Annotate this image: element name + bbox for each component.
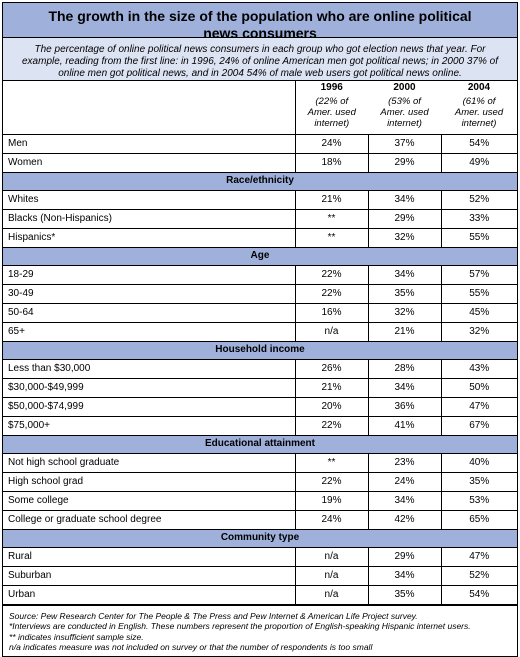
table-row [3, 510, 517, 529]
value-cell-1996: 22% [295, 416, 368, 435]
table-row [3, 209, 517, 228]
table-body [3, 81, 517, 604]
value-cell-1996: ** [295, 228, 368, 247]
value-cell-2000: 37% [368, 134, 441, 153]
table-intro: The percentage of online political news consumers in each group who got election news that year. For example, reading from the first line: in 1996, 24% of online American men got political news; in 2000 37% of online men got political news, and in 2004 54% of male web users got political news online. [3, 38, 517, 81]
row-label: $30,000-$49,999 [3, 378, 295, 397]
value-cell-1996: 19% [295, 491, 368, 510]
row-label: 18-29 [3, 265, 295, 284]
row-label: Rural [3, 547, 295, 566]
row-label: Men [3, 134, 295, 153]
value-cell-1996: n/a [295, 322, 368, 341]
row-label: Some college [3, 491, 295, 510]
table-row [3, 585, 517, 604]
column-header-row [3, 81, 517, 134]
value-cell-2000: 29% [368, 209, 441, 228]
table-row [3, 284, 517, 303]
data-table [3, 81, 517, 605]
section-header-row [3, 247, 517, 265]
row-label: 50-64 [3, 303, 295, 322]
value-cell-2004: 54% [441, 134, 517, 153]
value-cell-2000: 24% [368, 472, 441, 491]
value-cell-2004: 55% [441, 284, 517, 303]
table-footer [3, 605, 517, 656]
value-cell-1996: 21% [295, 190, 368, 209]
section-header: Age [3, 247, 517, 265]
value-cell-1996: ** [295, 209, 368, 228]
table-row [3, 472, 517, 491]
header-blank-cell [3, 81, 295, 134]
column-header-2004 [441, 81, 517, 134]
table-title: The growth in the size of the population who are online political news consumers [3, 3, 517, 38]
column-year: 1996 [320, 82, 343, 93]
row-label: Urban [3, 585, 295, 604]
value-cell-1996: n/a [295, 547, 368, 566]
value-cell-2000: 34% [368, 566, 441, 585]
value-cell-2004: 53% [441, 491, 517, 510]
value-cell-2004: 47% [441, 547, 517, 566]
table-row [3, 566, 517, 585]
value-cell-2000: 35% [368, 284, 441, 303]
value-cell-2000: 34% [368, 190, 441, 209]
value-cell-1996: 24% [295, 510, 368, 529]
value-cell-1996: 18% [295, 153, 368, 172]
section-header-row [3, 341, 517, 359]
row-label: High school grad [3, 472, 295, 491]
column-note: (53% of Amer. used internet) [380, 96, 429, 129]
value-cell-2004: 54% [441, 585, 517, 604]
value-cell-2004: 35% [441, 472, 517, 491]
section-header: Race/ethnicity [3, 172, 517, 190]
section-header-row [3, 435, 517, 453]
row-label: Women [3, 153, 295, 172]
value-cell-2000: 28% [368, 359, 441, 378]
section-header-row [3, 529, 517, 547]
value-cell-2000: 41% [368, 416, 441, 435]
value-cell-2004: 52% [441, 190, 517, 209]
row-label: Blacks (Non-Hispanics) [3, 209, 295, 228]
value-cell-2004: 57% [441, 265, 517, 284]
table-row [3, 359, 517, 378]
row-label: College or graduate school degree [3, 510, 295, 529]
value-cell-2000: 34% [368, 265, 441, 284]
row-label: $50,000-$74,999 [3, 397, 295, 416]
row-label: Hispanics* [3, 228, 295, 247]
column-year: 2004 [467, 82, 491, 93]
table-row [3, 190, 517, 209]
value-cell-2000: 29% [368, 153, 441, 172]
value-cell-1996: 22% [295, 265, 368, 284]
footer-na-note: n/a indicates measure was not included on survey or that the number of respondents is too small [9, 642, 373, 652]
table-row [3, 265, 517, 284]
row-label: Less than $30,000 [3, 359, 295, 378]
value-cell-2004: 67% [441, 416, 517, 435]
value-cell-2000: 21% [368, 322, 441, 341]
value-cell-2000: 32% [368, 228, 441, 247]
value-cell-2004: 40% [441, 453, 517, 472]
value-cell-2000: 23% [368, 453, 441, 472]
value-cell-2000: 35% [368, 585, 441, 604]
table-row [3, 153, 517, 172]
section-header-row [3, 172, 517, 190]
value-cell-2004: 32% [441, 322, 517, 341]
footer-sample-note: ** indicates insufficient sample size. [9, 631, 144, 642]
row-label: Suburban [3, 566, 295, 585]
value-cell-1996: 26% [295, 359, 368, 378]
table-row [3, 303, 517, 322]
row-label: $75,000+ [3, 416, 295, 435]
row-label: Whites [3, 190, 295, 209]
table-row [3, 453, 517, 472]
value-cell-1996: n/a [295, 566, 368, 585]
table-row [3, 416, 517, 435]
survey-table-frame [2, 2, 518, 657]
row-label: 30-49 [3, 284, 295, 303]
value-cell-2000: 34% [368, 378, 441, 397]
table-row [3, 134, 517, 153]
value-cell-1996: 22% [295, 284, 368, 303]
footer-source: Source: Pew Research Center for The People & The Press and Pew Internet & American Life Project survey. [9, 610, 418, 621]
table-row [3, 378, 517, 397]
value-cell-2004: 43% [441, 359, 517, 378]
value-cell-1996: 21% [295, 378, 368, 397]
column-header-1996 [295, 81, 368, 134]
value-cell-2004: 52% [441, 566, 517, 585]
value-cell-2000: 34% [368, 491, 441, 510]
section-header: Household income [3, 341, 517, 359]
value-cell-2004: 45% [441, 303, 517, 322]
table-row [3, 491, 517, 510]
row-label: 65+ [3, 322, 295, 341]
section-header: Educational attainment [3, 435, 517, 453]
value-cell-1996: ** [295, 453, 368, 472]
section-header: Community type [3, 529, 517, 547]
value-cell-2000: 32% [368, 303, 441, 322]
column-note: (22% of Amer. used internet) [307, 96, 356, 129]
table-row [3, 228, 517, 247]
footer-hispanic-note: *Interviews are conducted in English. These numbers represent the proportion of English-speaking Hispanic internet users. [9, 621, 471, 631]
value-cell-1996: n/a [295, 585, 368, 604]
column-header-2000 [368, 81, 441, 134]
table-row [3, 397, 517, 416]
table-row [3, 322, 517, 341]
value-cell-2000: 42% [368, 510, 441, 529]
row-label: Not high school graduate [3, 453, 295, 472]
value-cell-1996: 22% [295, 472, 368, 491]
value-cell-2004: 55% [441, 228, 517, 247]
value-cell-1996: 16% [295, 303, 368, 322]
value-cell-2000: 36% [368, 397, 441, 416]
value-cell-1996: 24% [295, 134, 368, 153]
column-year: 2000 [393, 82, 416, 93]
value-cell-2004: 33% [441, 209, 517, 228]
column-note: (61% of Amer. used internet) [454, 96, 504, 129]
value-cell-1996: 20% [295, 397, 368, 416]
value-cell-2004: 47% [441, 397, 517, 416]
value-cell-2004: 49% [441, 153, 517, 172]
table-row [3, 547, 517, 566]
value-cell-2000: 29% [368, 547, 441, 566]
value-cell-2004: 65% [441, 510, 517, 529]
value-cell-2004: 50% [441, 378, 517, 397]
